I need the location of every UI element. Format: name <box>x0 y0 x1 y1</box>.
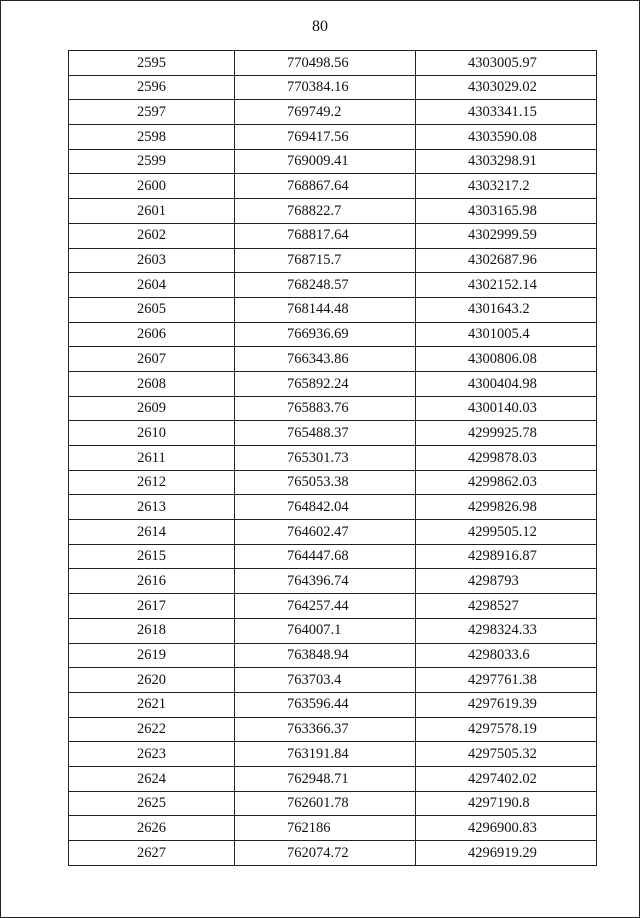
y-coordinate-cell: 4301005.4 <box>416 322 597 347</box>
point-number-cell: 2601 <box>69 199 235 224</box>
y-coordinate-cell: 4297505.32 <box>416 742 597 767</box>
y-coordinate-cell: 4303341.15 <box>416 100 597 125</box>
x-coordinate-cell: 763703.4 <box>235 668 416 693</box>
point-number-cell: 2610 <box>69 421 235 446</box>
y-coordinate-cell: 4300404.98 <box>416 371 597 396</box>
coordinates-table <box>68 50 597 866</box>
x-coordinate-cell: 768248.57 <box>235 273 416 298</box>
x-coordinate-cell: 764447.68 <box>235 544 416 569</box>
y-coordinate-cell: 4297619.39 <box>416 692 597 717</box>
y-coordinate-cell: 4297402.02 <box>416 766 597 791</box>
table-row <box>69 470 597 495</box>
x-coordinate-cell: 762601.78 <box>235 791 416 816</box>
table-row <box>69 371 597 396</box>
y-coordinate-cell: 4303005.97 <box>416 51 597 76</box>
y-coordinate-cell: 4298793 <box>416 569 597 594</box>
point-number-cell: 2605 <box>69 297 235 322</box>
x-coordinate-cell: 768867.64 <box>235 174 416 199</box>
y-coordinate-cell: 4297578.19 <box>416 717 597 742</box>
point-number-cell: 2611 <box>69 446 235 471</box>
point-number-cell: 2609 <box>69 396 235 421</box>
x-coordinate-cell: 769417.56 <box>235 125 416 150</box>
y-coordinate-cell: 4299925.78 <box>416 421 597 446</box>
x-coordinate-cell: 765301.73 <box>235 446 416 471</box>
x-coordinate-cell: 763366.37 <box>235 717 416 742</box>
table-row <box>69 618 597 643</box>
table-row <box>69 174 597 199</box>
x-coordinate-cell: 764007.1 <box>235 618 416 643</box>
point-number-cell: 2616 <box>69 569 235 594</box>
y-coordinate-cell: 4302687.96 <box>416 248 597 273</box>
table-row <box>69 421 597 446</box>
point-number-cell: 2607 <box>69 347 235 372</box>
table-row <box>69 841 597 866</box>
page-number: 80 <box>312 18 328 35</box>
y-coordinate-cell: 4300140.03 <box>416 396 597 421</box>
x-coordinate-cell: 769749.2 <box>235 100 416 125</box>
y-coordinate-cell: 4297190.8 <box>416 791 597 816</box>
x-coordinate-cell: 765053.38 <box>235 470 416 495</box>
table-row <box>69 495 597 520</box>
point-number-cell: 2612 <box>69 470 235 495</box>
point-number-cell: 2598 <box>69 125 235 150</box>
x-coordinate-cell: 768822.7 <box>235 199 416 224</box>
y-coordinate-cell: 4298033.6 <box>416 643 597 668</box>
y-coordinate-cell: 4299862.03 <box>416 470 597 495</box>
point-number-cell: 2608 <box>69 371 235 396</box>
table-row <box>69 520 597 545</box>
x-coordinate-cell: 762186 <box>235 816 416 841</box>
y-coordinate-cell: 4303165.98 <box>416 199 597 224</box>
x-coordinate-cell: 765883.76 <box>235 396 416 421</box>
table-row <box>69 149 597 174</box>
point-number-cell: 2624 <box>69 766 235 791</box>
x-coordinate-cell: 762948.71 <box>235 766 416 791</box>
y-coordinate-cell: 4297761.38 <box>416 668 597 693</box>
x-coordinate-cell: 766343.86 <box>235 347 416 372</box>
point-number-cell: 2597 <box>69 100 235 125</box>
y-coordinate-cell: 4298916.87 <box>416 544 597 569</box>
point-number-cell: 2626 <box>69 816 235 841</box>
table-row <box>69 569 597 594</box>
point-number-cell: 2622 <box>69 717 235 742</box>
point-number-cell: 2619 <box>69 643 235 668</box>
y-coordinate-cell: 4298324.33 <box>416 618 597 643</box>
point-number-cell: 2604 <box>69 273 235 298</box>
x-coordinate-cell: 770384.16 <box>235 75 416 100</box>
x-coordinate-cell: 768817.64 <box>235 223 416 248</box>
y-coordinate-cell: 4296900.83 <box>416 816 597 841</box>
table-row <box>69 668 597 693</box>
x-coordinate-cell: 763191.84 <box>235 742 416 767</box>
point-number-cell: 2606 <box>69 322 235 347</box>
point-number-cell: 2602 <box>69 223 235 248</box>
y-coordinate-cell: 4302999.59 <box>416 223 597 248</box>
table-row <box>69 297 597 322</box>
point-number-cell: 2613 <box>69 495 235 520</box>
y-coordinate-cell: 4299878.03 <box>416 446 597 471</box>
x-coordinate-cell: 762074.72 <box>235 841 416 866</box>
x-coordinate-cell: 764257.44 <box>235 594 416 619</box>
point-number-cell: 2600 <box>69 174 235 199</box>
y-coordinate-cell: 4303217.2 <box>416 174 597 199</box>
x-coordinate-cell: 768144.48 <box>235 297 416 322</box>
point-number-cell: 2595 <box>69 51 235 76</box>
x-coordinate-cell: 763596.44 <box>235 692 416 717</box>
table-row <box>69 692 597 717</box>
table-row <box>69 791 597 816</box>
table-row <box>69 199 597 224</box>
x-coordinate-cell: 765892.24 <box>235 371 416 396</box>
point-number-cell: 2599 <box>69 149 235 174</box>
y-coordinate-cell: 4299505.12 <box>416 520 597 545</box>
y-coordinate-cell: 4299826.98 <box>416 495 597 520</box>
y-coordinate-cell: 4296919.29 <box>416 841 597 866</box>
x-coordinate-cell: 763848.94 <box>235 643 416 668</box>
point-number-cell: 2615 <box>69 544 235 569</box>
table-row <box>69 816 597 841</box>
table-row <box>69 51 597 76</box>
y-coordinate-cell: 4303298.91 <box>416 149 597 174</box>
table-row <box>69 125 597 150</box>
y-coordinate-cell: 4301643.2 <box>416 297 597 322</box>
point-number-cell: 2627 <box>69 841 235 866</box>
y-coordinate-cell: 4298527 <box>416 594 597 619</box>
x-coordinate-cell: 769009.41 <box>235 149 416 174</box>
y-coordinate-cell: 4300806.08 <box>416 347 597 372</box>
table-row <box>69 717 597 742</box>
y-coordinate-cell: 4302152.14 <box>416 273 597 298</box>
table-row <box>69 594 597 619</box>
table-row <box>69 766 597 791</box>
x-coordinate-cell: 764842.04 <box>235 495 416 520</box>
x-coordinate-cell: 768715.7 <box>235 248 416 273</box>
table-row <box>69 223 597 248</box>
point-number-cell: 2623 <box>69 742 235 767</box>
table-row <box>69 544 597 569</box>
point-number-cell: 2625 <box>69 791 235 816</box>
x-coordinate-cell: 770498.56 <box>235 51 416 76</box>
point-number-cell: 2621 <box>69 692 235 717</box>
table-row <box>69 75 597 100</box>
x-coordinate-cell: 764396.74 <box>235 569 416 594</box>
table-row <box>69 446 597 471</box>
point-number-cell: 2596 <box>69 75 235 100</box>
point-number-cell: 2620 <box>69 668 235 693</box>
x-coordinate-cell: 765488.37 <box>235 421 416 446</box>
x-coordinate-cell: 766936.69 <box>235 322 416 347</box>
table-row <box>69 248 597 273</box>
table-row <box>69 347 597 372</box>
table-row <box>69 100 597 125</box>
point-number-cell: 2603 <box>69 248 235 273</box>
y-coordinate-cell: 4303029.02 <box>416 75 597 100</box>
y-coordinate-cell: 4303590.08 <box>416 125 597 150</box>
coordinates-table-body <box>69 51 597 866</box>
table-row <box>69 273 597 298</box>
table-row <box>69 742 597 767</box>
table-row <box>69 322 597 347</box>
point-number-cell: 2617 <box>69 594 235 619</box>
table-row <box>69 396 597 421</box>
point-number-cell: 2614 <box>69 520 235 545</box>
x-coordinate-cell: 764602.47 <box>235 520 416 545</box>
point-number-cell: 2618 <box>69 618 235 643</box>
table-row <box>69 643 597 668</box>
